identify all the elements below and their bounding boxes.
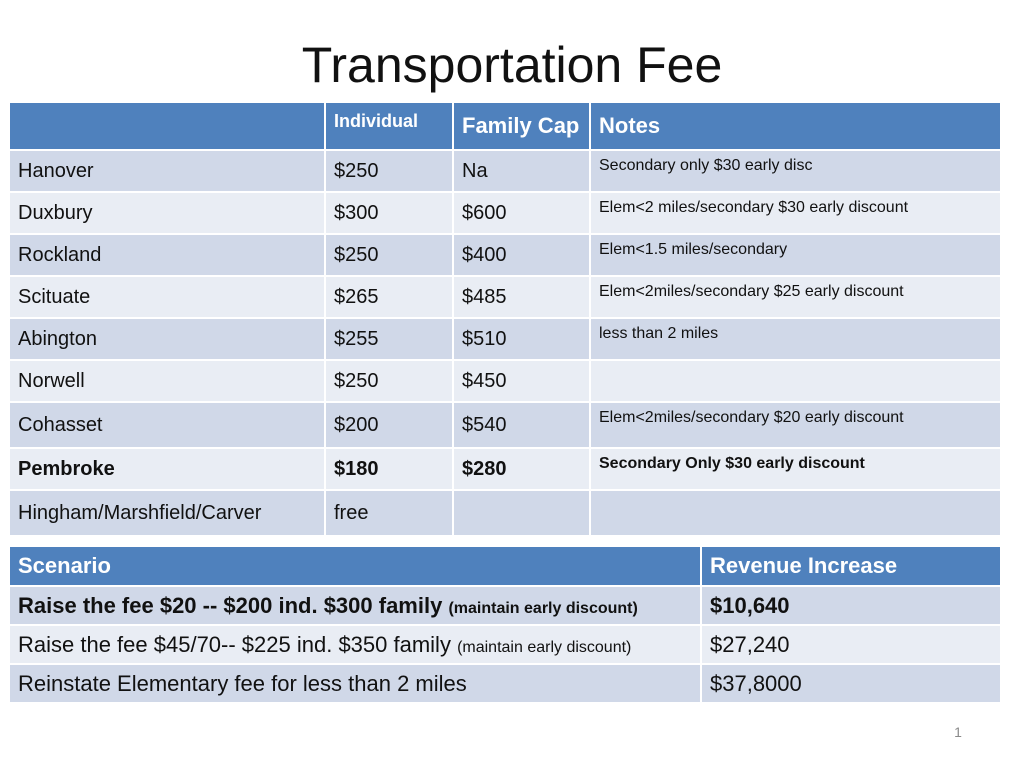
fee-table-header-row xyxy=(9,102,1001,150)
header-scenario: Scenario xyxy=(9,546,701,586)
individual-cell: $250 xyxy=(325,360,453,402)
page-title: Transportation Fee xyxy=(301,37,723,93)
individual-cell: $265 xyxy=(325,276,453,318)
scenario-text: Raise the fee $45/70-- $225 ind. $350 family xyxy=(18,631,458,657)
town-cell: Hingham/Marshfield/Carver xyxy=(9,490,325,536)
scenario-cell xyxy=(9,625,701,664)
table-row xyxy=(9,448,1001,490)
notes-cell: Elem<2 miles/secondary $30 early discount xyxy=(590,192,1001,234)
table-row xyxy=(9,664,1001,703)
individual-cell: $300 xyxy=(325,192,453,234)
notes-cell: Elem<1.5 miles/secondary xyxy=(590,234,1001,276)
scenario-text: Raise the fee $20 -- $200 ind. $300 family xyxy=(18,592,449,618)
family-cap-cell: $400 xyxy=(453,234,590,276)
family-cap-cell: $510 xyxy=(453,318,590,360)
table-row xyxy=(9,625,1001,664)
scenario-table xyxy=(8,545,1002,704)
family-cap-cell xyxy=(453,490,590,536)
town-cell: Rockland xyxy=(9,234,325,276)
notes-cell xyxy=(590,360,1001,402)
table-row xyxy=(9,586,1001,625)
header-family-cap: Family Cap xyxy=(453,102,590,150)
revenue-cell: $10,640 xyxy=(701,586,1001,625)
header-revenue-increase: Revenue Increase xyxy=(701,546,1001,586)
family-cap-cell: $485 xyxy=(453,276,590,318)
notes-cell xyxy=(590,490,1001,536)
town-cell: Cohasset xyxy=(9,402,325,448)
scenario-note: (maintain early discount) xyxy=(457,638,632,656)
town-cell: Pembroke xyxy=(9,448,325,490)
individual-cell: free xyxy=(325,490,453,536)
family-cap-cell: $450 xyxy=(453,360,590,402)
fee-table xyxy=(8,101,1002,537)
individual-cell: $255 xyxy=(325,318,453,360)
scenario-note: (maintain early discount) xyxy=(448,599,638,617)
town-cell: Hanover xyxy=(9,150,325,192)
table-row xyxy=(9,150,1001,192)
table-row xyxy=(9,318,1001,360)
scenario-cell xyxy=(9,586,701,625)
scenario-cell xyxy=(9,664,701,703)
header-notes: Notes xyxy=(590,102,1001,150)
family-cap-cell: $540 xyxy=(453,402,590,448)
notes-cell: Secondary Only $30 early discount xyxy=(590,448,1001,490)
family-cap-cell: $600 xyxy=(453,192,590,234)
town-cell: Duxbury xyxy=(9,192,325,234)
town-cell: Scituate xyxy=(9,276,325,318)
table-row xyxy=(9,234,1001,276)
table-row xyxy=(9,192,1001,234)
family-cap-cell: $280 xyxy=(453,448,590,490)
page-number: 1 xyxy=(954,724,962,740)
notes-cell: Elem<2miles/secondary $20 early discount xyxy=(590,402,1001,448)
notes-cell: Secondary only $30 early disc xyxy=(590,150,1001,192)
individual-cell: $180 xyxy=(325,448,453,490)
individual-cell: $250 xyxy=(325,234,453,276)
revenue-cell: $37,8000 xyxy=(701,664,1001,703)
scenario-table-header-row xyxy=(9,546,1001,586)
revenue-cell: $27,240 xyxy=(701,625,1001,664)
table-row xyxy=(9,276,1001,318)
notes-cell: less than 2 miles xyxy=(590,318,1001,360)
town-cell: Norwell xyxy=(9,360,325,402)
scenario-text: Reinstate Elementary fee for less than 2 miles xyxy=(18,670,467,696)
header-individual: Individual xyxy=(325,102,453,150)
family-cap-cell: Na xyxy=(453,150,590,192)
notes-cell: Elem<2miles/secondary $25 early discount xyxy=(590,276,1001,318)
town-cell: Abington xyxy=(9,318,325,360)
header-town xyxy=(9,102,325,150)
individual-cell: $200 xyxy=(325,402,453,448)
table-row xyxy=(9,402,1001,448)
individual-cell: $250 xyxy=(325,150,453,192)
table-row xyxy=(9,360,1001,402)
table-row xyxy=(9,490,1001,536)
